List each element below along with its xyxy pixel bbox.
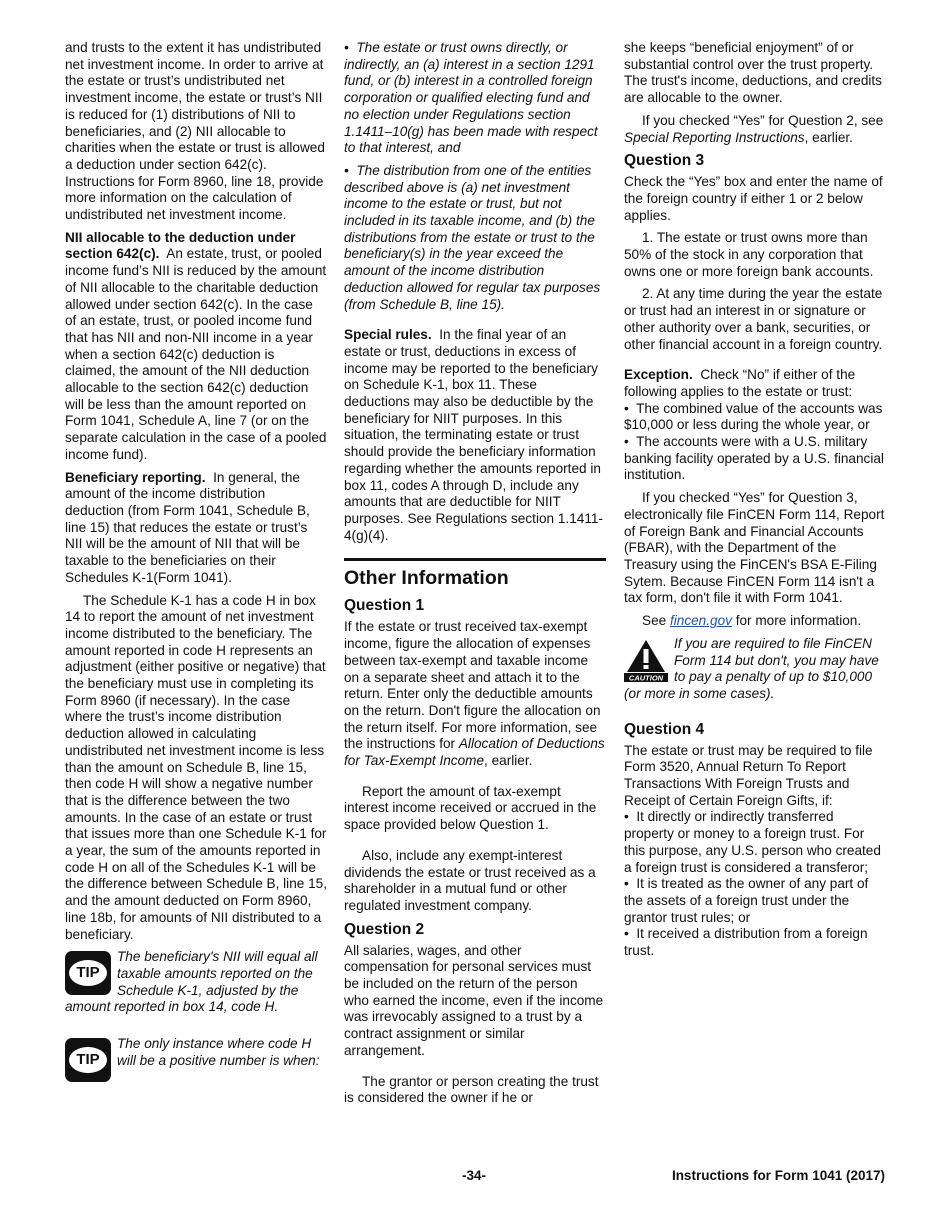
text-run: for more information. — [735, 613, 862, 629]
paragraph-q1-allocation — [344, 619, 606, 769]
paragraph-q4-intro: The estate or trust may be required to file Form 3520, Annual Return To Report Transactions With Foreign Trusts and Receipt of Certain Foreign Gifts, if: — [624, 742, 873, 808]
question-3-heading: Question 3 — [624, 152, 705, 170]
tip-text: The beneficiary's NII will equal all taxable amounts reported on the Schedule K-1, adjusted by the amount reported in box 14, code H. — [65, 949, 318, 1015]
text-run: If the estate or trust received tax-exempt income, figure the allocation of expenses between tax-exempt and taxable income on a separate sheet and attach it to the return. Enter only the deductible amounts on the return. Don't figure the allocation on the return itself. For more information, see the instructions for — [344, 619, 601, 752]
bullet-text: The combined value of the accounts was $10,000 or less during the whole year, or — [624, 400, 883, 433]
paragraph-body: In general, the amount of the income distribution deduction (from Form 1041, Schedule B, line 15) that reduces the estate or trust’s NII will be the amount of NII that will be taxable to the beneficiaries on their Schedules K-1(Form 1041). — [65, 469, 310, 585]
paragraph-q2-grantor: The grantor or person creating the trust is considered the owner if he or — [344, 1073, 599, 1106]
paragraph-special-rules — [344, 327, 606, 544]
paragraph-body: In the final year of an estate or trust, deductions in excess of income may be reported to the beneficiary on Schedule K-1, box 11. These deductions may also be deductible by the beneficiary for NIIT purposes. In this situation, the terminating estate or trust should provide the beneficiary information regarding whether the amounts reported in box 11, codes A through D, include any amounts that are deductible for NIIT purposes. See Regulations section 1.1411-4(g)(4). — [344, 327, 603, 543]
run-in-heading: NII allocable to the deduction under section 642(c). — [65, 229, 296, 262]
caution-text: If you are required to file FinCEN Form 114 but don't, you may have to pay a penalty of up to $10,000 (or more in some cases). — [624, 635, 879, 701]
paragraph-exception — [624, 367, 886, 400]
fincen-link[interactable]: fincen.gov — [669, 613, 732, 629]
text-run: , earlier. — [484, 753, 533, 769]
paragraph-q2-compensation: All salaries, wages, and other compensation for personal services must be included on the return of the person who earned the income, even if the income was irrevocably assigned to a trust by a contract assignment or similar arrangement. — [344, 942, 604, 1058]
paragraph-see-fincen — [624, 613, 886, 630]
run-in-heading: Beneficiary reporting. — [65, 469, 206, 485]
caution-triangle-icon — [624, 638, 668, 682]
bullet-item: • The accounts were with a U.S. military banking facility operated by a U.S. financial institution. — [624, 434, 884, 483]
bullet-text: The estate or trust owns directly, or indirectly, an (a) interest in a section 1291 fund, or (b) interest in a controlled foreign corporation or qualified electing fund and no election under Regulations section 1.1411–10(g) has been made with respect to that interest, and — [344, 40, 598, 156]
column-middle — [344, 40, 606, 1113]
document-title: Instructions for Form 1041 (2017) — [671, 1168, 885, 1183]
caution-label: CAUTION — [628, 673, 664, 682]
bullet-text: It received a distribution from a foreign trust. — [624, 926, 868, 959]
bullet-text: The distribution from one of the entities described above is (a) net investment income to the estate or trust, but not included in its taxable income, and (b) the distributions from the estate or trust to the beneficiary(s) in the year exceed the amount of the income distribution deduction allowed for regular tax purposes (from Schedule B, line 15). — [344, 162, 601, 312]
tip-icon-label: TIP — [69, 960, 107, 986]
paragraph-beneficiary-reporting — [65, 470, 327, 587]
paragraph-code-h: The Schedule K-1 has a code H in box 14 to report the amount of net investment income distributed to the beneficiary. The amount reported in code H represents an adjustment (either positive or negative) that the beneficiary must use in completing its Form 8960 (if necessary). In the case where the trust’s income distribution deduction allowed in calculating undistributed net investment income is less than the amount on Schedule B, line 15, then code H will show a negative number that is the difference between the two amounts. In the case of an estate or trust that issues more than one Schedule K-1 for a year, the sum of the amounts reported in code H on all of the Schedules K-1 will be the difference between Schedule B, line 15, and the amount deducted on Form 8960, line 18b, for amounts of NII distributed to a beneficiary. — [65, 592, 327, 942]
question-4-heading: Question 4 — [624, 720, 705, 738]
page-number: -34- — [462, 1168, 487, 1183]
tip-note-1 — [65, 949, 327, 1016]
bullet-item: • The combined value of the accounts was $10,000 or less during the whole year, or — [624, 400, 883, 433]
paragraph-q1-dividends: Also, include any exempt-interest dividends the estate or trust received as a shareholder in a mutual fund or other regulated investment company. — [344, 847, 596, 913]
tip-icon-label: TIP — [69, 1047, 107, 1073]
tip-icon — [65, 951, 111, 995]
paragraph-undistributed-nii: and trusts to the extent it has undistributed net investment income. In order to arrive at the estate or trust’s undistributed net investment income, the estate or trust’s NII is reduced for (1) distributions of NII to beneficiaries, and (2) NII allocable to charities when the estate or trust is allowed a deduction under section 642(c). Instructions for Form 8960, line 18, provide more information on the calculation of undistributed net investment income. — [65, 40, 325, 223]
paragraph-nii-642c — [65, 230, 327, 464]
run-in-heading: Exception. — [624, 367, 693, 383]
bullet-item: • The estate or trust owns directly, or indirectly, an (a) interest in a section 1291 fund, or (b) interest in a controlled foreign corporation or qualified electing fund and no election under Regulations section 1.1411–10(g) has been made with respect to that interest, and — [344, 40, 598, 156]
paragraph-q2-yes — [624, 113, 886, 146]
bullet-item: • It is treated as the owner of any part of the assets of a foreign trust under the grantor trust rules; or — [624, 876, 869, 925]
list-item-1: 1. The estate or trust owns more than 50% of the stock in any corporation that owns one or more foreign bank accounts. — [624, 230, 874, 279]
column-left — [65, 40, 327, 1082]
bullet-text: The accounts were with a U.S. military banking facility operated by a U.S. financial institution. — [624, 434, 884, 483]
question-2-heading: Question 2 — [344, 920, 425, 938]
bullet-text: It is treated as the owner of any part of the assets of a foreign trust under the grantor trust rules; or — [624, 876, 869, 925]
paragraph-beneficial-enjoyment: she keeps “beneficial enjoyment” of or substantial control over the trust property. The trust's income, deductions, and credits are allocable to the owner. — [624, 40, 882, 106]
paragraph-body: An estate, trust, or pooled income fund’s NII is reduced by the amount of NII allocable to the charitable deduction allowed under section 642(c). In the case of an estate, trust, or pooled income fund that has NII and non-NII income in a year when a section 642(c) deduction is claimed, the amount of the NII deduction allocable to the section 642(c) deduction will be less than the amount reported on Form 1041, Schedule A, line 7 (or on the separate calculation in the case of a pooled income fund). — [65, 246, 327, 462]
paragraph-q1-report: Report the amount of tax-exempt interest income received or accrued in the space provided below Question 1. — [344, 783, 597, 833]
bullet-item: • The distribution from one of the entities described above is (a) net investment income to the estate or trust, but not included in its taxable income, and (b) the distributions from the estate or trust to the beneficiary(s) in the year exceed the amount of the income distribution deduction allowed for regular tax purposes (from Schedule B, line 15). — [344, 162, 601, 312]
caution-note — [624, 636, 886, 703]
paragraph-fincen-filing: If you checked “Yes” for Question 3, electronically file FinCEN Form 114, Report of Foreign Bank and Financial Accounts (FBAR), with the Department of the Treasury using the FinCEN's BSA E-Filing Sytem. Because FinCEN Form 114 isn't a tax form, don't file it with Form 1041. — [624, 490, 885, 606]
bullet-item: • It received a distribution from a foreign trust. — [624, 926, 868, 959]
run-in-heading: Special rules. — [344, 327, 432, 343]
text-run: See — [642, 613, 667, 629]
italic-reference: Allocation of Deductions for Tax-Exempt Income — [344, 736, 605, 769]
paragraph-body: Check “No” if either of the following applies to the estate or trust: — [624, 367, 856, 399]
bullet-text: It directly or indirectly transferred property or money to a foreign trust. For this purpose, any U.S. person who created a foreign trust is considered a transferor; — [624, 809, 881, 875]
section-heading-other-information: Other Information — [344, 558, 606, 589]
text-run: , earlier. — [804, 129, 853, 145]
tip-note-2 — [65, 1036, 327, 1069]
bullet-item: • It directly or indirectly transferred property or money to a foreign trust. For this purpose, any U.S. person who created a foreign trust is considered a transferor; — [624, 809, 881, 875]
tip-text: The only instance where code H will be a positive number is when: — [117, 1036, 320, 1068]
italic-reference: Special Reporting Instructions — [624, 129, 805, 145]
tip-icon — [65, 1038, 111, 1082]
paragraph-q3-intro: Check the “Yes” box and enter the name of the foreign country if either 1 or 2 below applies. — [624, 174, 883, 223]
column-right — [624, 40, 886, 960]
question-1-heading: Question 1 — [344, 597, 425, 615]
caution-icon — [624, 638, 668, 682]
text-run: If you checked “Yes” for Question 2, see — [642, 112, 884, 128]
list-item-2: 2. At any time during the year the estate or trust had an interest in or signature or other authority over a bank, securities, or other financial account in a foreign country. — [624, 286, 883, 352]
